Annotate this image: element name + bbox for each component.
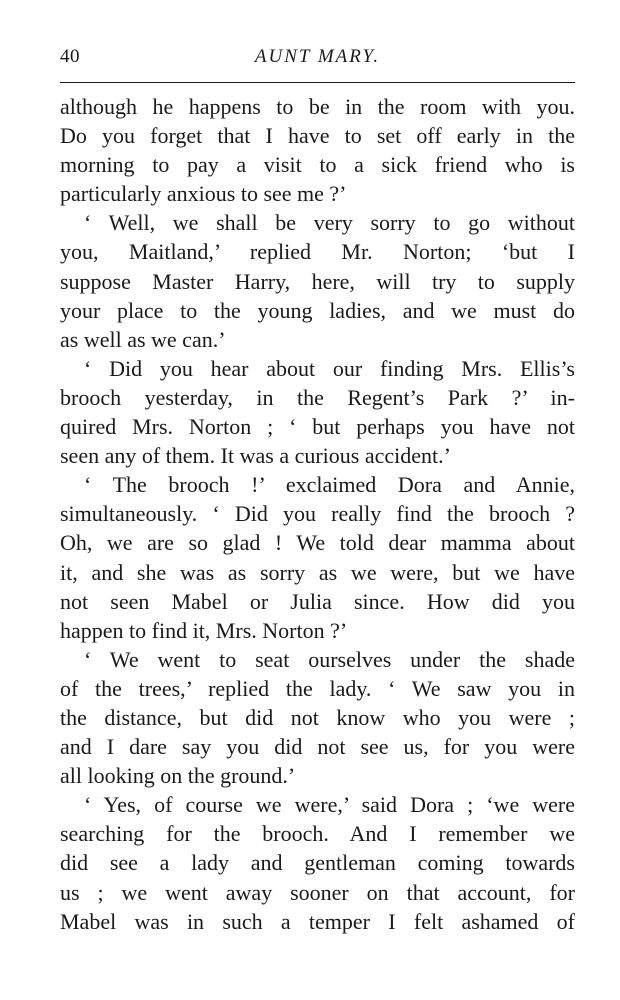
text-line: ‘ We went to seat ourselves under the shade [84, 646, 575, 672]
paragraph [60, 645, 575, 790]
text-line: all looking on the ground.’ [60, 763, 296, 789]
text-line: morning to pay a visit to a sick friend who is [60, 152, 575, 178]
text-line: of the trees,’ replied the lady. ‘ We saw you in [60, 675, 575, 701]
paragraph [60, 354, 575, 470]
header-rule [60, 82, 575, 83]
text-line: brooch yesterday, in the Regent’s Park ?’ in- [60, 384, 575, 410]
text-line: ‘ Yes, of course we were,’ said Dora ; ‘we were [84, 792, 575, 818]
text-line: as well as we can.’ [60, 326, 226, 352]
text-line: particularly anxious to see me ?’ [60, 181, 347, 207]
paragraph [60, 92, 575, 208]
running-title: AUNT MARY. [254, 46, 381, 67]
text-line: searching for the brooch. And I remember we [60, 821, 575, 847]
text-line: Mabel was in such a temper I felt ashamed of [60, 908, 575, 934]
paragraph [60, 208, 575, 353]
paragraph [60, 790, 575, 935]
text-line: us ; we went away sooner on that account, for [60, 879, 575, 905]
text-line: you, Maitland,’ replied Mr. Norton; ‘but I [60, 239, 575, 265]
text-line: simultaneously. ‘ Did you really find the brooch ? [60, 501, 575, 527]
page-number: 40 [60, 46, 80, 67]
text-line: suppose Master Harry, here, will try to supply [60, 268, 575, 294]
text-line: seen any of them. It was a curious accident.’ [60, 443, 451, 469]
text-line: quired Mrs. Norton ; ‘ but perhaps you have not [60, 414, 575, 440]
text-line: although he happens to be in the room with you. [60, 94, 575, 119]
text-line: Do you forget that I have to set off early in the [60, 123, 575, 149]
text-line: did see a lady and gentleman coming towards [60, 850, 575, 876]
text-line: it, and she was as sorry as we were, but we have [60, 559, 575, 585]
text-line: and I dare say you did not see us, for you were [60, 734, 575, 760]
body-text [60, 92, 575, 936]
text-line: the distance, but did not know who you were ; [60, 704, 575, 730]
text-line: not seen Mabel or Julia since. How did you [60, 588, 575, 614]
text-line: your place to the young ladies, and we must do [60, 297, 575, 323]
text-line: ‘ Well, we shall be very sorry to go without [84, 210, 575, 236]
text-line: ‘ The brooch !’ exclaimed Dora and Annie, [84, 472, 575, 498]
running-head [60, 46, 575, 76]
text-line: ‘ Did you hear about our finding Mrs. Ellis’s [84, 355, 575, 381]
text-line: Oh, we are so glad ! We told dear mamma about [60, 530, 575, 556]
paragraph [60, 470, 575, 645]
text-line: happen to find it, Mrs. Norton ?’ [60, 617, 348, 643]
